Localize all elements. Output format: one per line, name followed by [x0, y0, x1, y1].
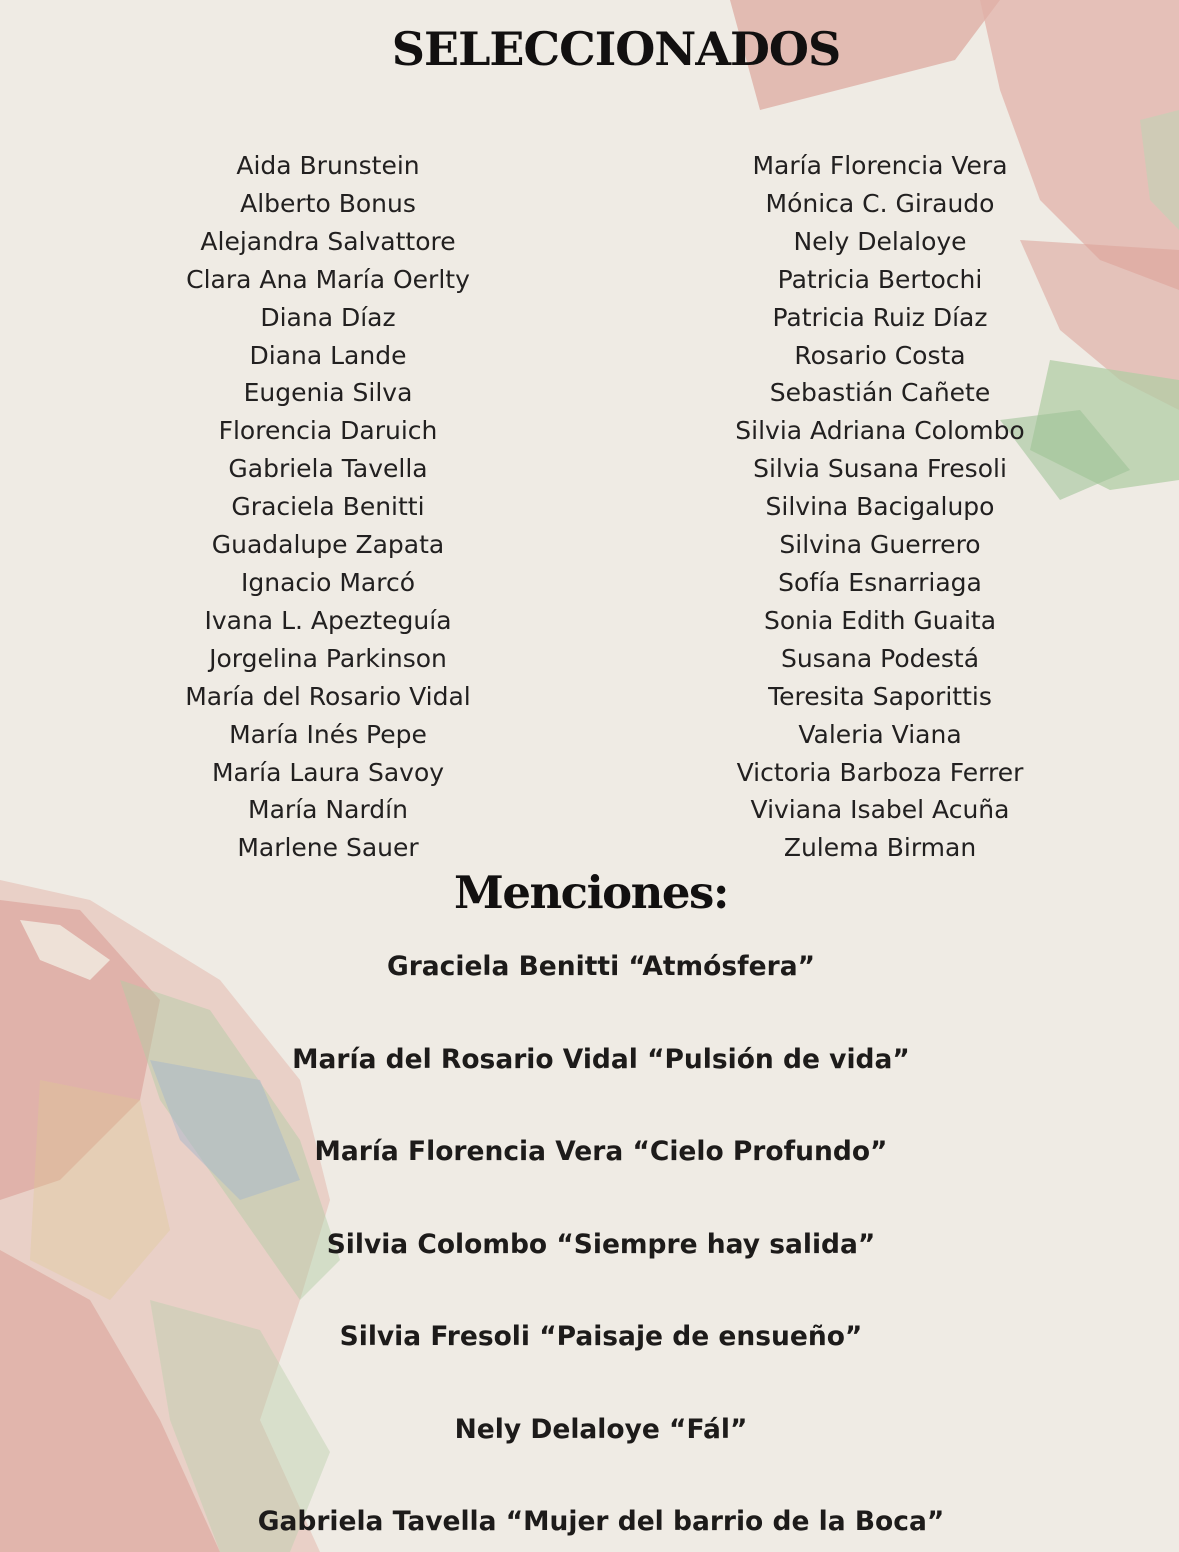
- selected-name: Silvia Adriana Colombo: [735, 416, 1025, 446]
- selected-name: Ivana L. Apezteguía: [204, 605, 452, 635]
- selected-name: Sonia Edith Guaita: [763, 605, 997, 635]
- selected-name: Gabriela Tavella: [228, 454, 428, 484]
- selected-list-right: [670, 147, 1090, 867]
- mention-entry: Gabriela Tavella “Mujer del barrio de la Boca”: [257, 1506, 945, 1537]
- selected-name: Alberto Bonus: [240, 188, 416, 218]
- mentions-list: [0, 944, 1179, 1552]
- selected-name: Silvia Susana Fresoli: [753, 454, 1007, 484]
- selected-name: Guadalupe Zapata: [211, 530, 445, 560]
- selected-name: Sebastián Cañete: [769, 378, 991, 408]
- mention-entry: Graciela Benitti “Atmósfera”: [386, 951, 816, 982]
- selected-name: Valeria Viana: [798, 719, 962, 749]
- selected-name: Ignacio Marcó: [241, 567, 415, 597]
- selected-name: Silvina Bacigalupo: [765, 492, 995, 522]
- mentions-heading: Menciones:: [454, 866, 728, 919]
- selected-name: Patricia Ruiz Díaz: [772, 302, 988, 332]
- mention-entry: Silvia Fresoli “Paisaje de ensueño”: [339, 1321, 863, 1352]
- selected-name: Patricia Bertochi: [777, 264, 983, 294]
- selected-name: Sofía Esnarriaga: [778, 567, 982, 597]
- selected-name: María Inés Pepe: [229, 719, 427, 749]
- selected-name: Teresita Saporittis: [768, 681, 992, 711]
- selected-name: Mónica C. Giraudo: [765, 188, 995, 218]
- selected-name: Aida Brunstein: [236, 151, 420, 180]
- selected-name: Susana Podestá: [780, 643, 980, 673]
- selected-name: Viviana Isabel Acuña: [750, 795, 1010, 825]
- selected-name: Victoria Barboza Ferrer: [736, 757, 1024, 787]
- selected-name: Florencia Daruich: [218, 416, 438, 446]
- mention-entry: María Florencia Vera “Cielo Profundo”: [314, 1136, 888, 1167]
- selected-name: Diana Lande: [249, 340, 407, 370]
- mention-entry: María del Rosario Vidal “Pulsión de vida”: [292, 1043, 910, 1075]
- selected-name: María del Rosario Vidal: [185, 681, 471, 711]
- selected-name: Silvina Guerrero: [779, 530, 981, 560]
- selected-name: Graciela Benitti: [231, 492, 425, 522]
- selected-name: María Florencia Vera: [752, 151, 1008, 180]
- selected-name: Eugenia Silva: [243, 378, 413, 408]
- selected-name: María Laura Savoy: [211, 757, 445, 787]
- selected-name: Zulema Birman: [783, 833, 977, 863]
- selected-name: Diana Díaz: [260, 302, 396, 332]
- selected-name: Alejandra Salvattore: [200, 226, 456, 256]
- selected-name: Rosario Costa: [794, 340, 966, 370]
- mention-entry: Silvia Colombo “Siempre hay salida”: [326, 1228, 876, 1260]
- mention-entry: Nely Delaloye “Fál”: [454, 1413, 748, 1445]
- selected-name: Jorgelina Parkinson: [209, 643, 447, 673]
- selected-name: Marlene Sauer: [237, 833, 419, 863]
- selected-list-left: [118, 147, 538, 867]
- selected-name: Clara Ana María Oerlty: [186, 264, 470, 294]
- page-title: SELECCIONADOS: [391, 22, 841, 76]
- selected-name: María Nardín: [248, 795, 408, 825]
- selected-name: Nely Delaloye: [793, 226, 967, 256]
